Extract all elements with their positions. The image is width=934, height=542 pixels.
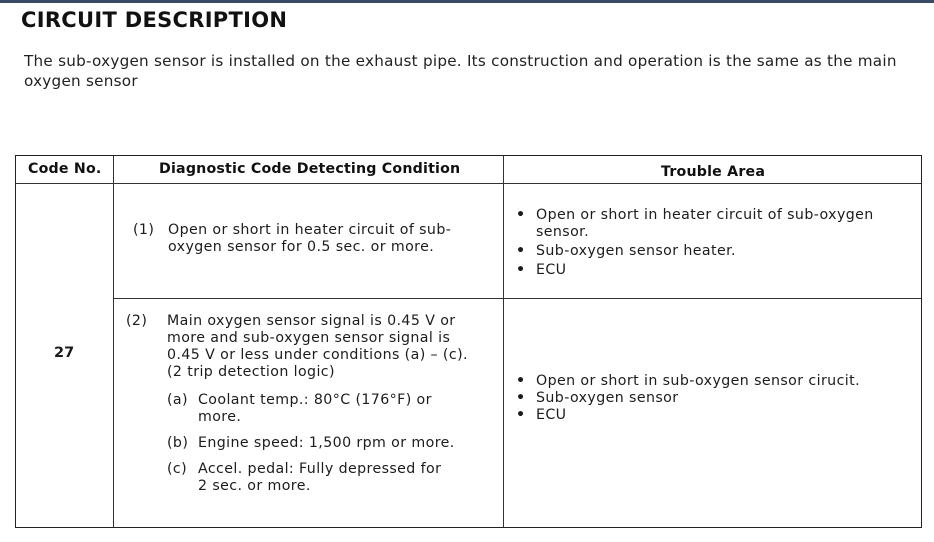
sub-condition-label: (a) xyxy=(167,392,188,408)
trouble-item: Sub-oxygen sensor heater. xyxy=(536,243,736,259)
header-detecting-condition: Diagnostic Code Detecting Condition xyxy=(159,161,461,177)
condition-text-line: (2 trip detection logic) xyxy=(167,364,335,380)
trouble-item-continued: sensor. xyxy=(536,224,590,240)
trouble-item: ECU xyxy=(536,407,567,423)
column-divider-trouble xyxy=(503,156,504,527)
condition-text-line: Open or short in heater circuit of sub- xyxy=(168,222,452,238)
sub-condition-text: Accel. pedal: Fully depressed for xyxy=(198,461,442,477)
section-title: CIRCUIT DESCRIPTION xyxy=(21,8,288,32)
bullet-icon: • xyxy=(516,373,526,389)
condition-text-line: more and sub-oxygen sensor signal is xyxy=(167,330,451,346)
sub-condition-label: (c) xyxy=(167,461,188,477)
trouble-item: Open or short in heater circuit of sub-oxygen xyxy=(536,207,874,223)
bullet-icon: • xyxy=(516,407,526,423)
trouble-area-row-1 xyxy=(516,207,916,287)
header-trouble-area: Trouble Area xyxy=(661,164,766,180)
column-divider-code xyxy=(113,156,114,527)
condition-text-line: oxygen sensor for 0.5 sec. or more. xyxy=(168,239,435,255)
condition-row-2 xyxy=(126,313,501,523)
bullet-icon: • xyxy=(516,207,526,223)
sub-condition-text: 2 sec. or more. xyxy=(198,478,311,494)
header-divider xyxy=(16,183,921,184)
bullet-icon: • xyxy=(516,243,526,259)
sub-condition-text: Coolant temp.: 80°C (176°F) or xyxy=(198,392,432,408)
code-number: 27 xyxy=(54,345,75,361)
bullet-icon: • xyxy=(516,390,526,406)
circuit-description: The sub-oxygen sensor is installed on the exhaust pipe. Its construction and operation is the same as the main oxygen sensor xyxy=(24,52,897,90)
top-border xyxy=(0,0,934,3)
condition-number: (2) xyxy=(126,313,148,329)
condition-text-line: 0.45 V or less under conditions (a) – (c). xyxy=(167,347,468,363)
trouble-area-row-2 xyxy=(516,373,916,433)
condition-text-line: Main oxygen sensor signal is 0.45 V or xyxy=(167,313,456,329)
trouble-item: Sub-oxygen sensor xyxy=(536,390,679,406)
bullet-icon: • xyxy=(516,262,526,278)
trouble-item: Open or short in sub-oxygen sensor cirucit. xyxy=(536,373,860,389)
sub-condition-label: (b) xyxy=(167,435,189,451)
condition-number: (1) xyxy=(133,222,155,238)
diagnostic-table xyxy=(15,155,922,528)
trouble-item: ECU xyxy=(536,262,567,278)
row-divider xyxy=(113,298,921,299)
header-code-no: Code No. xyxy=(28,161,102,177)
sub-condition-text: more. xyxy=(198,409,242,425)
sub-condition-text: Engine speed: 1,500 rpm or more. xyxy=(198,435,455,451)
